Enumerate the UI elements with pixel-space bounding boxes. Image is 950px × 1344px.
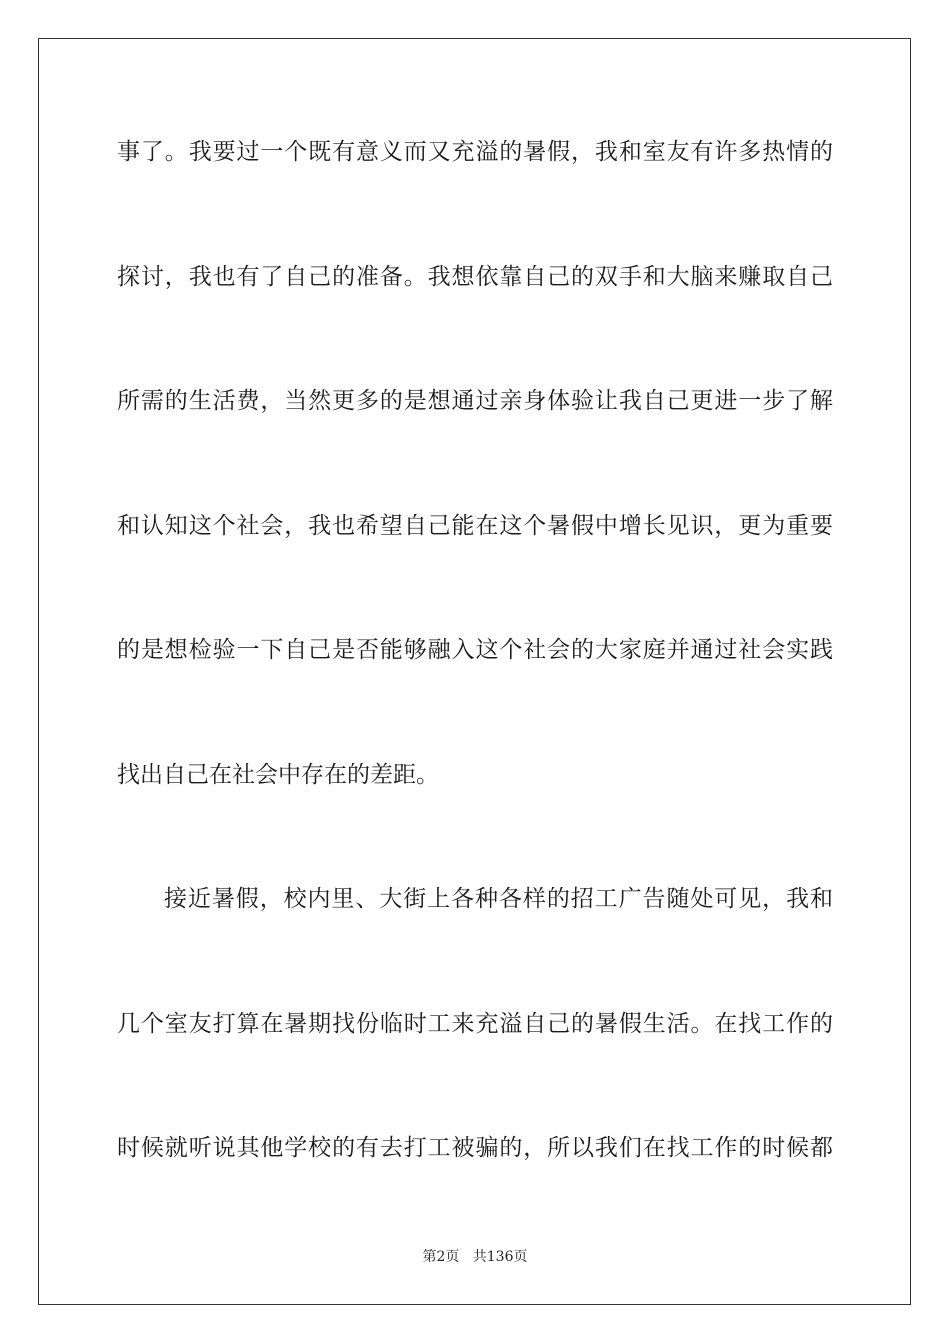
text-line-1: 事了。我要过一个既有意义而又充溢的暑假，我和室友有许多热情的 <box>117 139 833 165</box>
page-number: 第2页 <box>422 1249 460 1265</box>
page-border <box>38 38 911 1305</box>
text-line-3: 所需的生活费，当然更多的是想通过亲身体验让我自己更进一步了解 <box>117 388 833 414</box>
text-line-7-paragraph-start: 接近暑假，校内里、大街上各种各样的招工广告随处可见，我和 <box>164 886 833 912</box>
text-line-8: 几个室友打算在暑期找份临时工来充溢自己的暑假生活。在找工作的 <box>117 1011 833 1037</box>
text-line-4: 和认知这个社会，我也希望自己能在这个暑假中增长见识，更为重要 <box>117 513 833 539</box>
text-line-9: 时候就听说其他学校的有去打工被骗的，所以我们在找工作的时候都 <box>117 1135 833 1161</box>
page-total: 共136页 <box>472 1249 528 1265</box>
page-footer <box>0 1248 950 1266</box>
text-line-2: 探讨，我也有了自己的准备。我想依靠自己的双手和大脑来赚取自己 <box>117 264 833 290</box>
text-line-5: 的是想检验一下自己是否能够融入这个社会的大家庭并通过社会实践 <box>117 637 833 663</box>
text-line-6: 找出自己在社会中存在的差距。 <box>117 762 439 788</box>
